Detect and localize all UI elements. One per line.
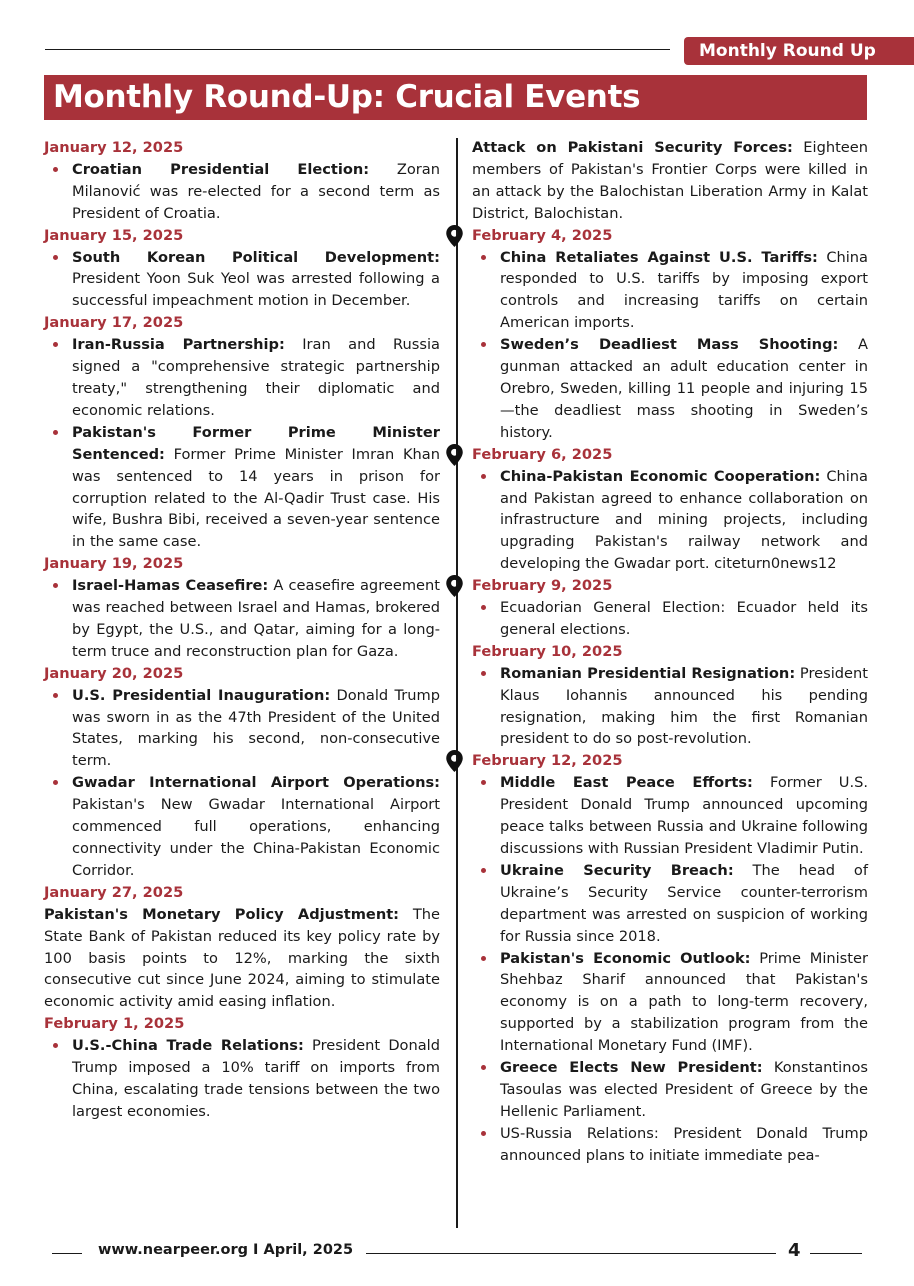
event-date: February 1, 2025: [44, 1015, 185, 1033]
event-title: U.S. Presidential Inauguration:: [72, 686, 331, 704]
location-pin-icon: [446, 225, 463, 247]
event-item: [72, 575, 440, 663]
left-column: [44, 137, 440, 1123]
event-title: Pakistan's Economic Outlook:: [500, 949, 751, 967]
event-item: [72, 334, 440, 422]
event-date: [472, 575, 868, 597]
event-title: U.S.-China Trade Relations:: [72, 1037, 304, 1055]
event-body: A gunman attacked an adult education center in Orebro, Sweden, killing 11 people and injuring 15—the deadliest mass shooting in Sweden’s history.: [500, 336, 868, 441]
event-paragraph: [472, 137, 868, 225]
footer-rule-left: [52, 1253, 82, 1254]
event-body: Former Prime Minister Imran Khan was sentenced to 14 years in prison for corruption related to the Al-Qadir Trust case. His wife, Bushra Bibi, received a seven-year sentence in the same case.: [72, 445, 440, 551]
event-date: February 10, 2025: [472, 642, 623, 660]
event-date: January 12, 2025: [44, 139, 184, 156]
event-body: China and Pakistan agreed to enhance collaboration on infrastructure and mining projects, including upgrading Pakistan's railway network and developing the Gwadar port. citeturn0news12: [500, 467, 869, 573]
event-date: [472, 750, 868, 772]
event-item: US-Russia Relations: President Donald Trump announced plans to initiate immediate pea-: [500, 1123, 868, 1167]
date-label: February 9, 2025: [472, 577, 613, 595]
page-title: Monthly Round-Up: Crucial Events: [44, 75, 867, 120]
event-body: Donald Trump was sworn in as the 47th President of the United States, marking his second, non-consecutive term.: [72, 686, 440, 770]
event-item: [500, 466, 868, 576]
event-date: January 27, 2025: [44, 883, 184, 901]
page-number: 4: [788, 1240, 801, 1261]
event-title: Pakistan's Monetary Policy Adjustment:: [44, 905, 400, 923]
event-item: [72, 247, 440, 313]
event-title: Israel-Hamas Ceasefire:: [72, 577, 269, 595]
footer-rule-middle: [366, 1253, 776, 1254]
event-title: China-Pakistan Economic Cooperation:: [500, 467, 821, 485]
event-item: [500, 860, 868, 948]
event-title: Pakistan's Former Prime Minister Sentenced:: [72, 423, 440, 463]
event-date: [472, 225, 868, 247]
event-body: President Donald Trump imposed a 10% tariff on imports from China, escalating trade tensions between the two largest economies.: [72, 1037, 440, 1120]
event-body: Konstantinos Tasoulas was elected President of Greece by the Hellenic Parliament.: [500, 1059, 868, 1120]
event-item: [500, 772, 868, 860]
event-body: Pakistan's New Gwadar International Airport commenced full operations, enhancing connectivity under the China-Pakistan Economic Corridor.: [72, 796, 440, 879]
location-pin-icon: [446, 444, 463, 466]
event-title: Sweden’s Deadliest Mass Shooting:: [500, 336, 839, 354]
event-body: Eighteen members of Pakistan's Frontier Corps were killed in an attack by the Balochistan Liberation Army in Kalat District, Balochistan.: [472, 139, 869, 222]
date-label: February 6, 2025: [472, 445, 613, 463]
event-body: Former U.S. President Donald Trump announced upcoming peace talks between Russia and Ukraine following discussions with Russian President Vladimir Putin.: [500, 774, 868, 857]
event-title: Attack on Pakistani Security Forces:: [472, 139, 793, 156]
location-pin-icon: [446, 575, 463, 597]
event-title: Middle East Peace Efforts:: [500, 774, 753, 792]
event-item: [72, 685, 440, 773]
header-rule: [45, 49, 670, 50]
date-label: February 12, 2025: [472, 752, 623, 770]
event-date: January 15, 2025: [44, 226, 184, 244]
event-item: [500, 1057, 868, 1123]
event-date: January 19, 2025: [44, 555, 184, 573]
event-body: Zoran Milanović was re-elected for a second term as President of Croatia.: [72, 160, 440, 222]
event-body: China responded to U.S. tariffs by imposing export controls and increasing tariffs on certain American imports.: [500, 248, 869, 332]
event-title: Gwadar International Airport Operations:: [72, 774, 440, 792]
section-tag: Monthly Round Up: [684, 37, 914, 65]
event-title: Greece Elects New President:: [500, 1059, 763, 1077]
timeline-line: [456, 138, 458, 1228]
event-body: President Yoon Suk Yeol was arrested following a successful impeachment motion in December.: [72, 270, 440, 310]
event-body: Prime Minister Shehbaz Sharif announced that Pakistan's economy is on a path to long-term recovery, supported by a stabilization program from the International Monetary Fund (IMF).: [500, 949, 868, 1055]
event-body: President Klaus Iohannis announced his pending resignation, making him the first Romanian president to do so post-revolution.: [500, 664, 868, 748]
location-pin-icon: [446, 750, 463, 772]
footer-rule-right: [810, 1253, 862, 1254]
event-body: A ceasefire agreement was reached between Israel and Hamas, brokered by Egypt, the U.S., and Qatar, aiming for a long-term truce and reconstruction plan for Gaza.: [72, 577, 440, 660]
event-body: The State Bank of Pakistan reduced its key policy rate by 100 basis points to 12%, marking the sixth consecutive cut since June 2024, aiming to stimulate economic activity amid easing inflation.: [44, 905, 440, 1011]
event-item: [500, 948, 868, 1058]
event-item: [500, 663, 868, 751]
event-body: The head of Ukraine’s Security Service counter-terrorism department was arrested on suspicion of working for Russia since 2018.: [500, 861, 868, 945]
event-title: South Korean Political Development:: [72, 248, 440, 266]
event-title: Ukraine Security Breach:: [500, 861, 734, 879]
event-item: [500, 334, 868, 444]
footer-site: www.nearpeer.org I April, 2025: [98, 1242, 354, 1258]
event-date: [472, 444, 868, 466]
event-body: Iran and Russia signed a "comprehensive strategic partnership treaty," strengthening their diplomatic and economic relations.: [72, 336, 440, 419]
date-label: February 4, 2025: [472, 226, 613, 244]
event-paragraph: [44, 904, 440, 1014]
right-column: [472, 137, 868, 1167]
event-item: [500, 247, 868, 335]
event-title: China Retaliates Against U.S. Tariffs:: [500, 248, 818, 266]
event-item: [72, 772, 440, 882]
event-title: Croatian Presidential Election:: [72, 160, 370, 178]
event-title: Iran-Russia Partnership:: [72, 336, 285, 354]
event-item: [72, 1035, 440, 1123]
event-title: Romanian Presidential Resignation:: [500, 664, 796, 682]
event-item: [72, 159, 440, 225]
event-item: Ecuadorian General Election: Ecuador held its general elections.: [500, 597, 868, 641]
event-date: January 17, 2025: [44, 314, 184, 332]
event-date: January 20, 2025: [44, 664, 184, 682]
event-item: [72, 422, 440, 553]
